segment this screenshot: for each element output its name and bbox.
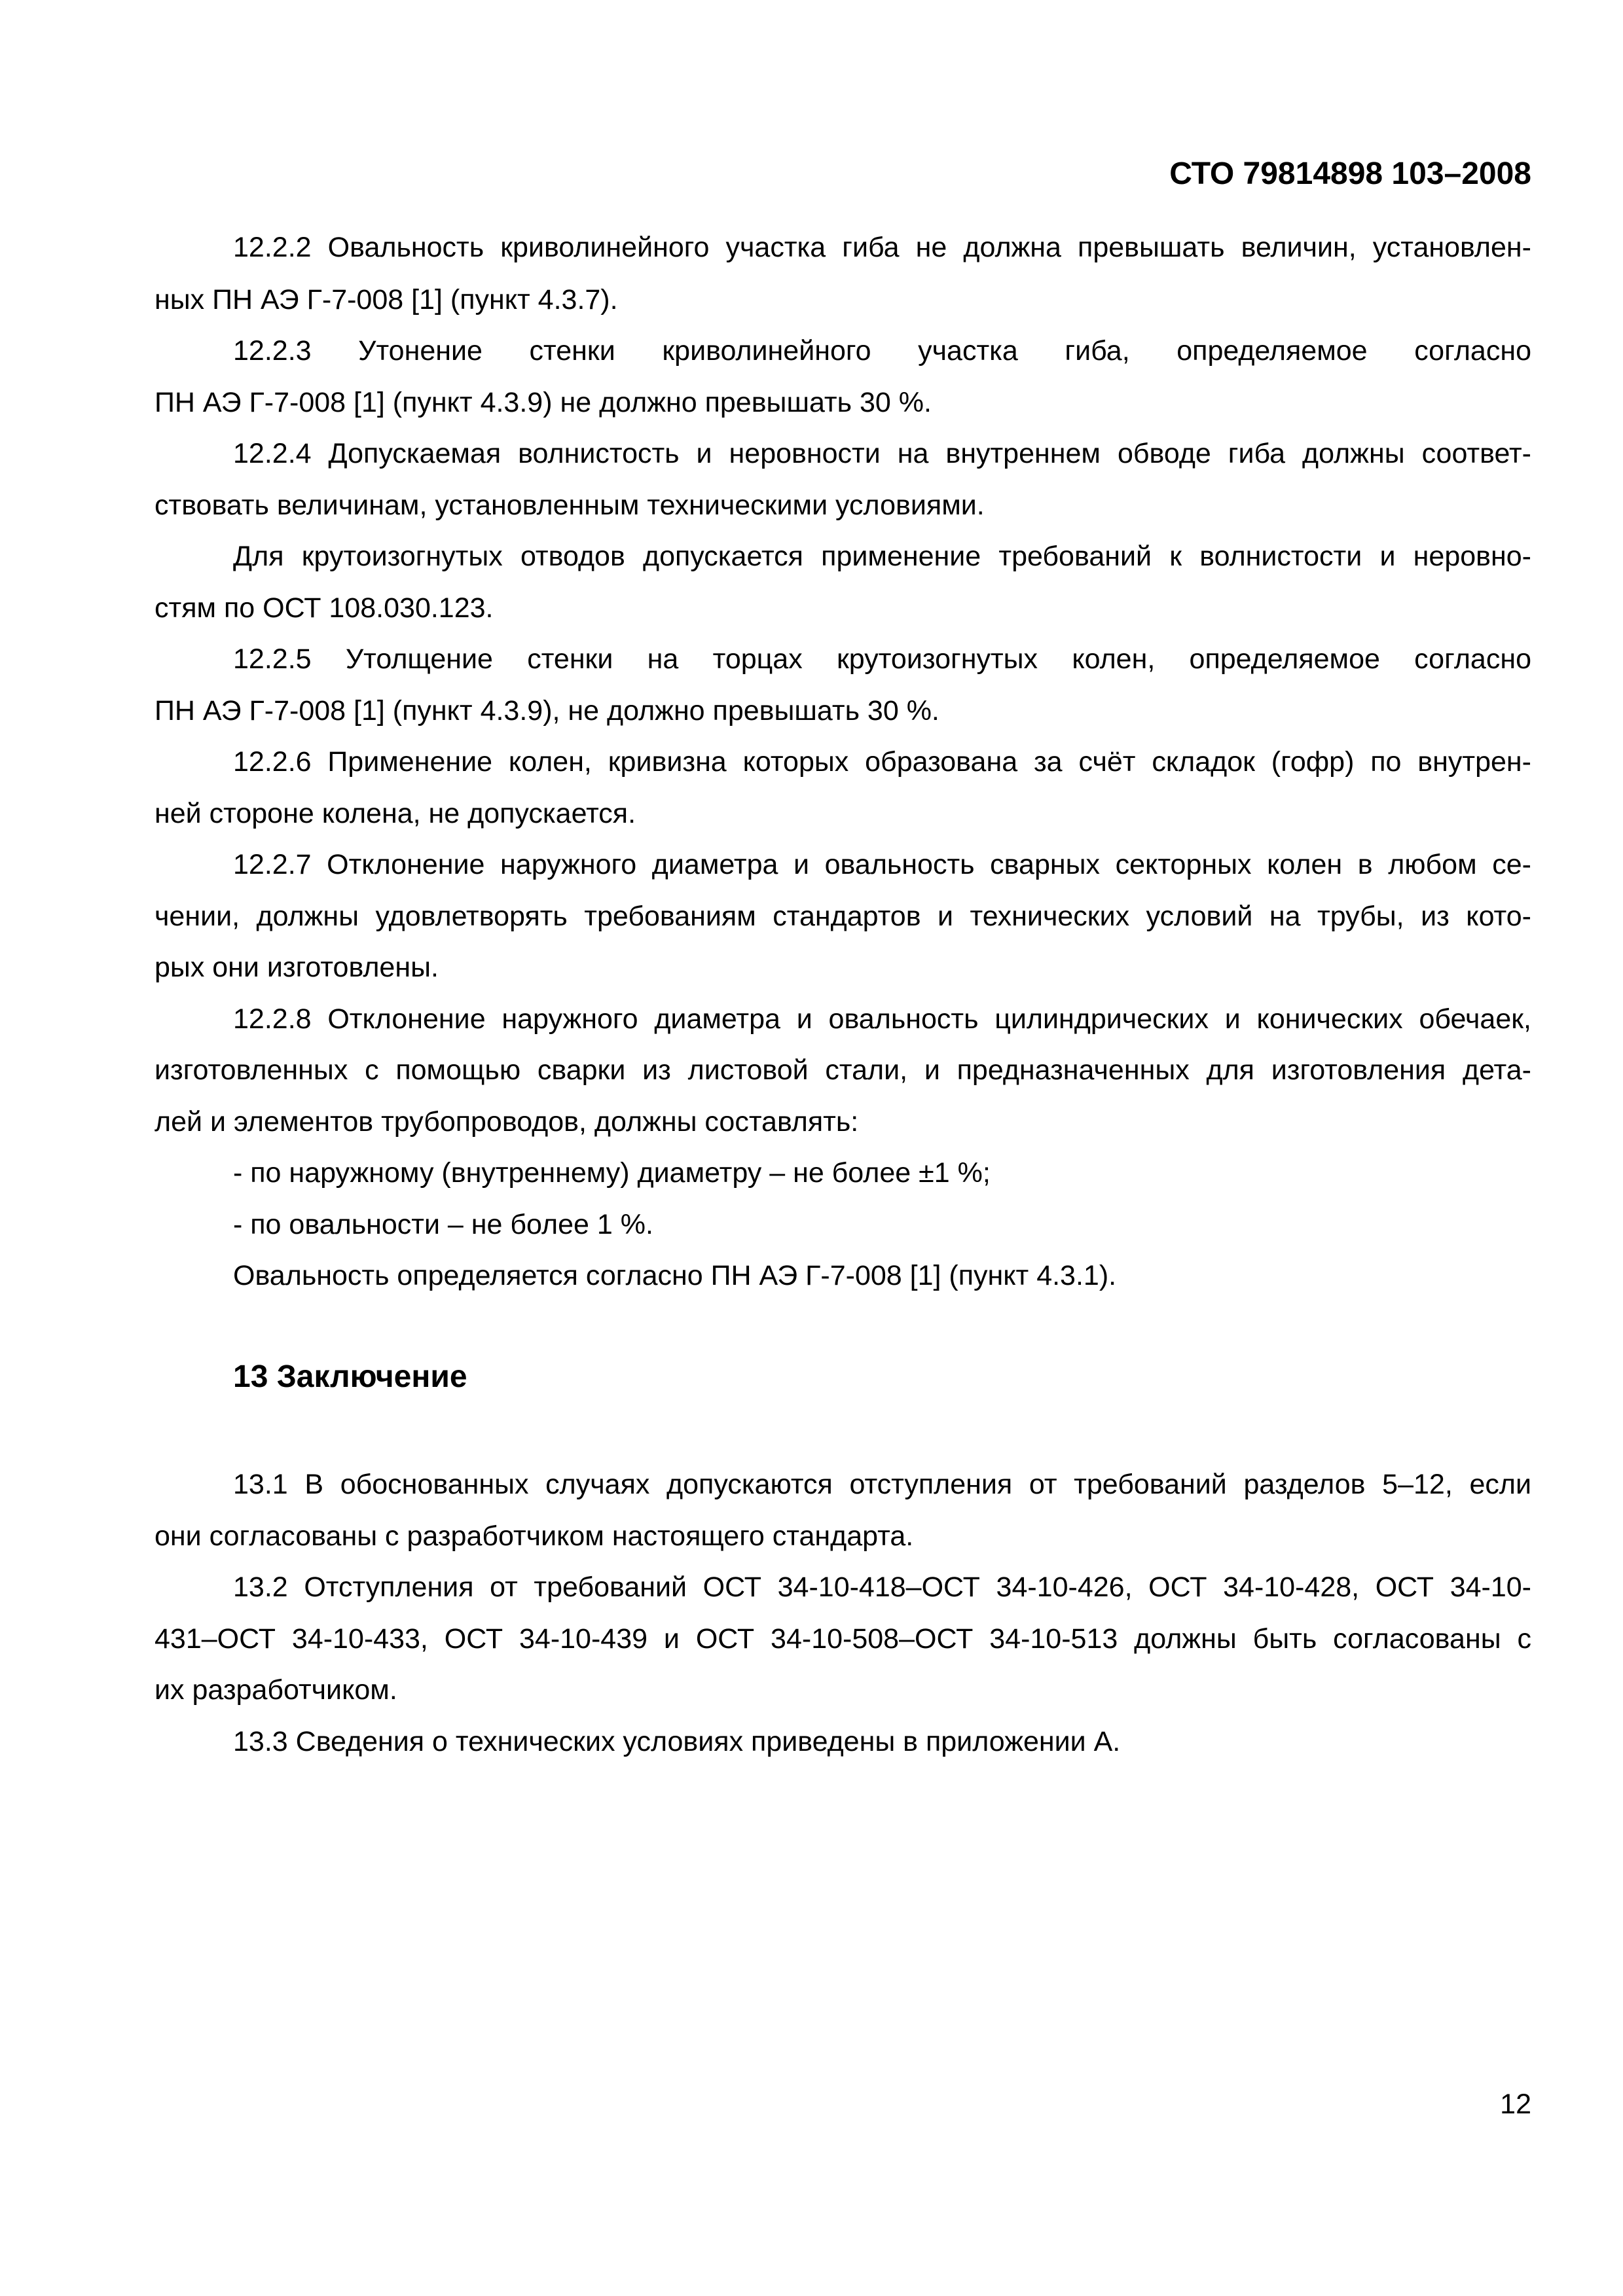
paragraph-12-2-5-line-2: ПН АЭ Г-7-008 [1] (пункт 4.3.9), не должно превышать 30 %. [155,695,939,726]
paragraph-13-2-line-1: 13.2 Отступления от требований ОСТ 34-10-418–ОСТ 34-10-426, ОСТ 34-10-428, ОСТ 34-10- [233,1571,1531,1603]
document-code: СТО 79814898 103–2008 [1169,156,1531,191]
paragraph-12-2-5-line-1: 12.2.5 Утолщение стенки на торцах крутоизогнутых колен, определяемое согласно [233,643,1531,675]
paragraph-13-2-line-2: 431–ОСТ 34-10-433, ОСТ 34-10-439 и ОСТ 34-10-508–ОСТ 34-10-513 должны быть согласованы с [155,1623,1531,1655]
paragraph-12-2-8-line-1: 12.2.8 Отклонение наружного диаметра и овальность цилиндрических и конических обечаек, [233,1003,1531,1035]
paragraph-12-2-6-line-1: 12.2.6 Применение колен, кривизна которых образована за счёт складок (гофр) по внутрен- [233,746,1531,778]
section-heading: 13 Заключение [233,1359,467,1394]
list-item-diameter: - по наружному (внутреннему) диаметру – не более ±1 %; [233,1157,991,1189]
paragraph-12-2-3-line-2: ПН АЭ Г-7-008 [1] (пункт 4.3.9) не должно превышать 30 %. [155,387,932,418]
paragraph-12-2-2-line-1: 12.2.2 Овальность криволинейного участка гиба не должна превышать величин, установлен- [233,232,1531,263]
list-item-ovality: - по овальности – не более 1 %. [233,1209,653,1240]
paragraph-12-2-4-line-1: 12.2.4 Допускаемая волнистость и неровности на внутреннем обводе гиба должны соответ- [233,438,1531,469]
paragraph-12-2-4-line-2: ствовать величинам, установленным техническими условиями. [155,490,985,521]
paragraph-13-1-line-2: они согласованы с разработчиком настоящего стандарта. [155,1520,914,1552]
paragraph-13-2-line-3: их разработчиком. [155,1674,397,1706]
paragraph-12-2-8-line-3: лей и элементов трубопроводов, должны составлять: [155,1106,859,1138]
paragraph-12-2-2-line-2: ных ПН АЭ Г-7-008 [1] (пункт 4.3.7). [155,284,618,315]
paragraph-13-3: 13.3 Сведения о технических условиях приведены в приложении А. [233,1726,1121,1757]
page-number: 12 [1500,2089,1531,2120]
paragraph-13-1-line-1: 13.1 В обоснованных случаях допускаются отступления от требований разделов 5–12, если [233,1469,1531,1500]
paragraph-steep-bends-line-1: Для крутоизогнутых отводов допускается применение требований к волнистости и неровно- [233,541,1531,572]
paragraph-12-2-7-line-2: чении, должны удовлетворять требованиям стандартов и технических условий на трубы, из кото- [155,901,1531,932]
paragraph-12-2-7-line-1: 12.2.7 Отклонение наружного диаметра и овальность сварных секторных колен в любом се- [233,849,1531,880]
paragraph-12-2-3-line-1: 12.2.3 Утонение стенки криволинейного участка гиба, определяемое согласно [233,335,1531,367]
paragraph-ovality-method: Овальность определяется согласно ПН АЭ Г-7-008 [1] (пункт 4.3.1). [233,1260,1117,1291]
paragraph-12-2-8-line-2: изготовленных с помощью сварки из листовой стали, и предназначенных для изготовления дета- [155,1054,1531,1086]
paragraph-12-2-7-line-3: рых они изготовлены. [155,952,439,983]
paragraph-12-2-6-line-2: ней стороне колена, не допускается. [155,798,636,829]
paragraph-steep-bends-line-2: стям по ОСТ 108.030.123. [155,592,494,624]
